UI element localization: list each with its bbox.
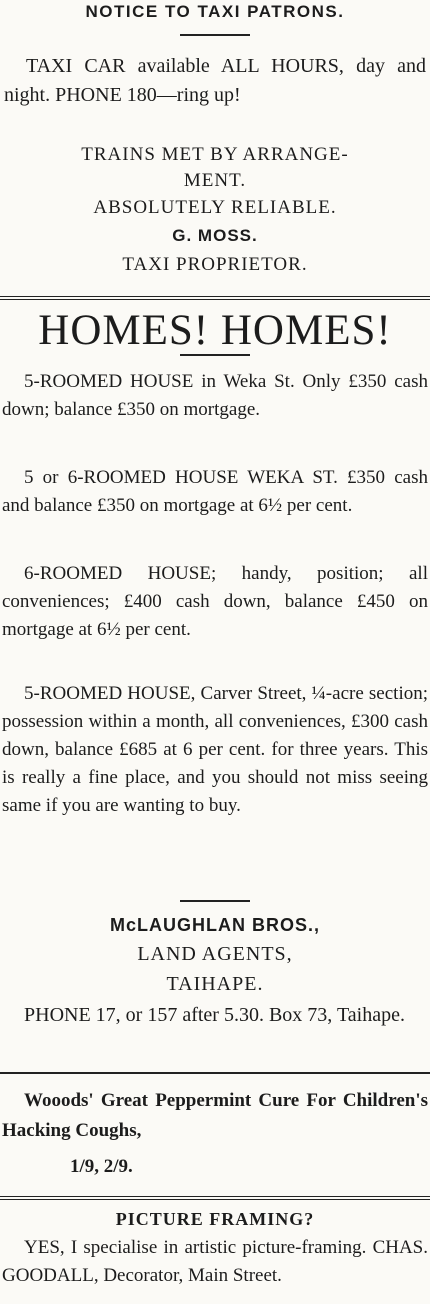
listing-weka-st: 5-ROOMED HOUSE in Weka St. Only £350 cash down; balance £350 on mortgage. <box>2 371 428 420</box>
framing-heading: PICTURE FRAMING? <box>115 1209 315 1229</box>
agent-contact: PHONE 17, or 157 after 5.30. Box 73, Taihape. <box>24 1004 405 1026</box>
taxi-notice-reliable: ABSOLUTELY RELIABLE. <box>93 197 337 218</box>
taxi-proprietor-name: G. MOSS. <box>172 226 258 245</box>
taxi-notice-text: TAXI CAR available ALL HOURS, day and night. PHONE 180—ring up! <box>4 55 426 106</box>
section-divider <box>0 1196 430 1200</box>
section-divider <box>0 1072 430 1074</box>
agent-town: TAIHAPE. <box>166 973 264 995</box>
divider <box>180 34 250 36</box>
taxi-proprietor-title: TAXI PROPRIETOR. <box>122 254 308 275</box>
agent-role: LAND AGENTS, <box>137 943 293 965</box>
agent-name: McLAUGHLAN BROS., <box>110 915 320 935</box>
divider <box>180 354 250 356</box>
homes-heading: HOMES! HOMES! <box>38 307 392 354</box>
framing-text: YES, I specialise in artistic picture-framing. CHAS. GOODALL, Decorator, Main Street. <box>2 1237 428 1286</box>
taxi-notice-trains-cont: MENT. <box>183 170 247 191</box>
woods-ad-prices: 1/9, 2/9. <box>70 1156 133 1177</box>
listing-six-roomed: 6-ROOMED HOUSE; handy, position; all conveniences; £400 cash down, balance £450 on mortgage at 6½ per cent. <box>2 563 428 640</box>
listing-weka-st-2: 5 or 6-ROOMED HOUSE WEKA ST. £350 cash and balance £350 on mortgage at 6½ per cent. <box>2 467 428 516</box>
woods-ad-text: Wooods' Great Peppermint Cure For Children's Hacking Coughs, <box>2 1090 428 1141</box>
divider <box>180 900 250 902</box>
taxi-notice-trains: TRAINS MET BY ARRANGE- <box>81 144 349 165</box>
section-divider <box>0 296 430 300</box>
listing-carver-st: 5-ROOMED HOUSE, Carver Street, ¼-acre section; possession within a month, all conveniences, £300 cash down, balance £685 at 6 per cent. for three years. This is really a fine place, and you should not miss seeing same if you are wanting to buy. <box>2 683 428 816</box>
taxi-notice-heading: NOTICE TO TAXI PATRONS. <box>85 2 345 21</box>
